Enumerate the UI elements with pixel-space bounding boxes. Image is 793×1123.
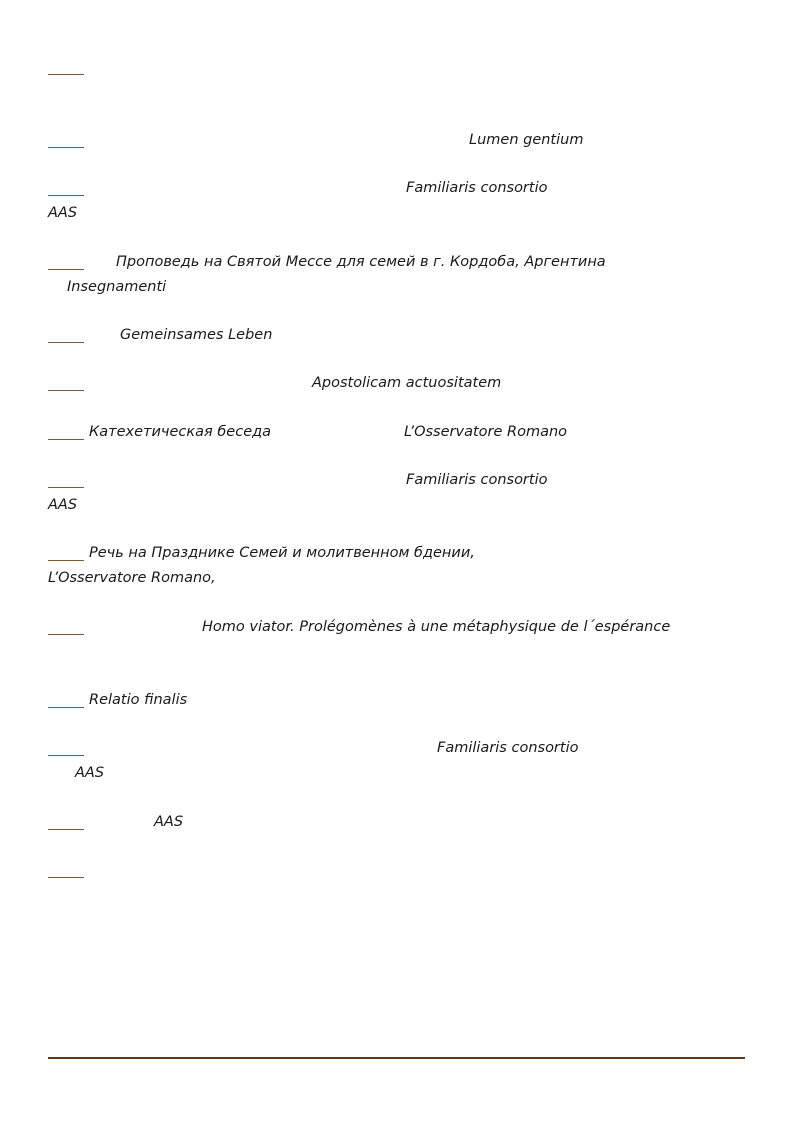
footnote-6-work-title: Apostolicam actuositatem <box>312 375 502 391</box>
footnote-marker-5 <box>48 342 84 343</box>
footnote-marker-12 <box>48 755 84 756</box>
footnote-marker-2 <box>48 147 84 148</box>
footnote-marker-9 <box>48 560 84 561</box>
footnote-marker-13 <box>48 829 84 830</box>
footnote-9-source: L’Osservatore Romano, <box>48 570 216 586</box>
footnote-11-work-title: Relatio finalis <box>89 692 188 708</box>
footnote-5-work-title: Gemeinsames Leben <box>120 327 273 343</box>
footnote-9-title: Речь на Празднике Семей и молитвенном бдении, <box>89 545 475 561</box>
footnote-4-title: Проповедь на Святой Мессе для семей в г. Кордоба, Аргентина <box>116 254 606 270</box>
footnote-marker-14 <box>48 877 84 878</box>
footnote-3-journal: AAS <box>48 205 78 221</box>
footnote-10-work-title: Homo viator. Prolégomènes à une métaphysique de l´espérance <box>202 619 671 635</box>
footnote-2-work-title: Lumen gentium <box>469 132 584 148</box>
footnote-3-work-title: Familiaris consortio <box>406 180 548 196</box>
footnote-marker-6 <box>48 390 84 391</box>
footnote-8-work-title: Familiaris consortio <box>406 472 548 488</box>
footnote-4-source: Insegnamenti <box>67 279 167 295</box>
footnote-7-title: Катехетическая беседа <box>89 424 272 440</box>
footnote-12-journal: AAS <box>75 765 105 781</box>
footnote-marker-3 <box>48 195 84 196</box>
footnote-marker-11 <box>48 707 84 708</box>
footnote-marker-7 <box>48 439 84 440</box>
footnote-marker-4 <box>48 269 84 270</box>
footnote-marker-8 <box>48 487 84 488</box>
page-bottom-rule <box>48 1057 745 1059</box>
footnote-13-journal: AAS <box>154 814 184 830</box>
footnote-8-journal: AAS <box>48 497 78 513</box>
footnote-7-source: L’Osservatore Romano <box>404 424 568 440</box>
footnote-marker-10 <box>48 634 84 635</box>
footnote-12-work-title: Familiaris consortio <box>437 740 579 756</box>
footnote-marker-1 <box>48 74 84 75</box>
